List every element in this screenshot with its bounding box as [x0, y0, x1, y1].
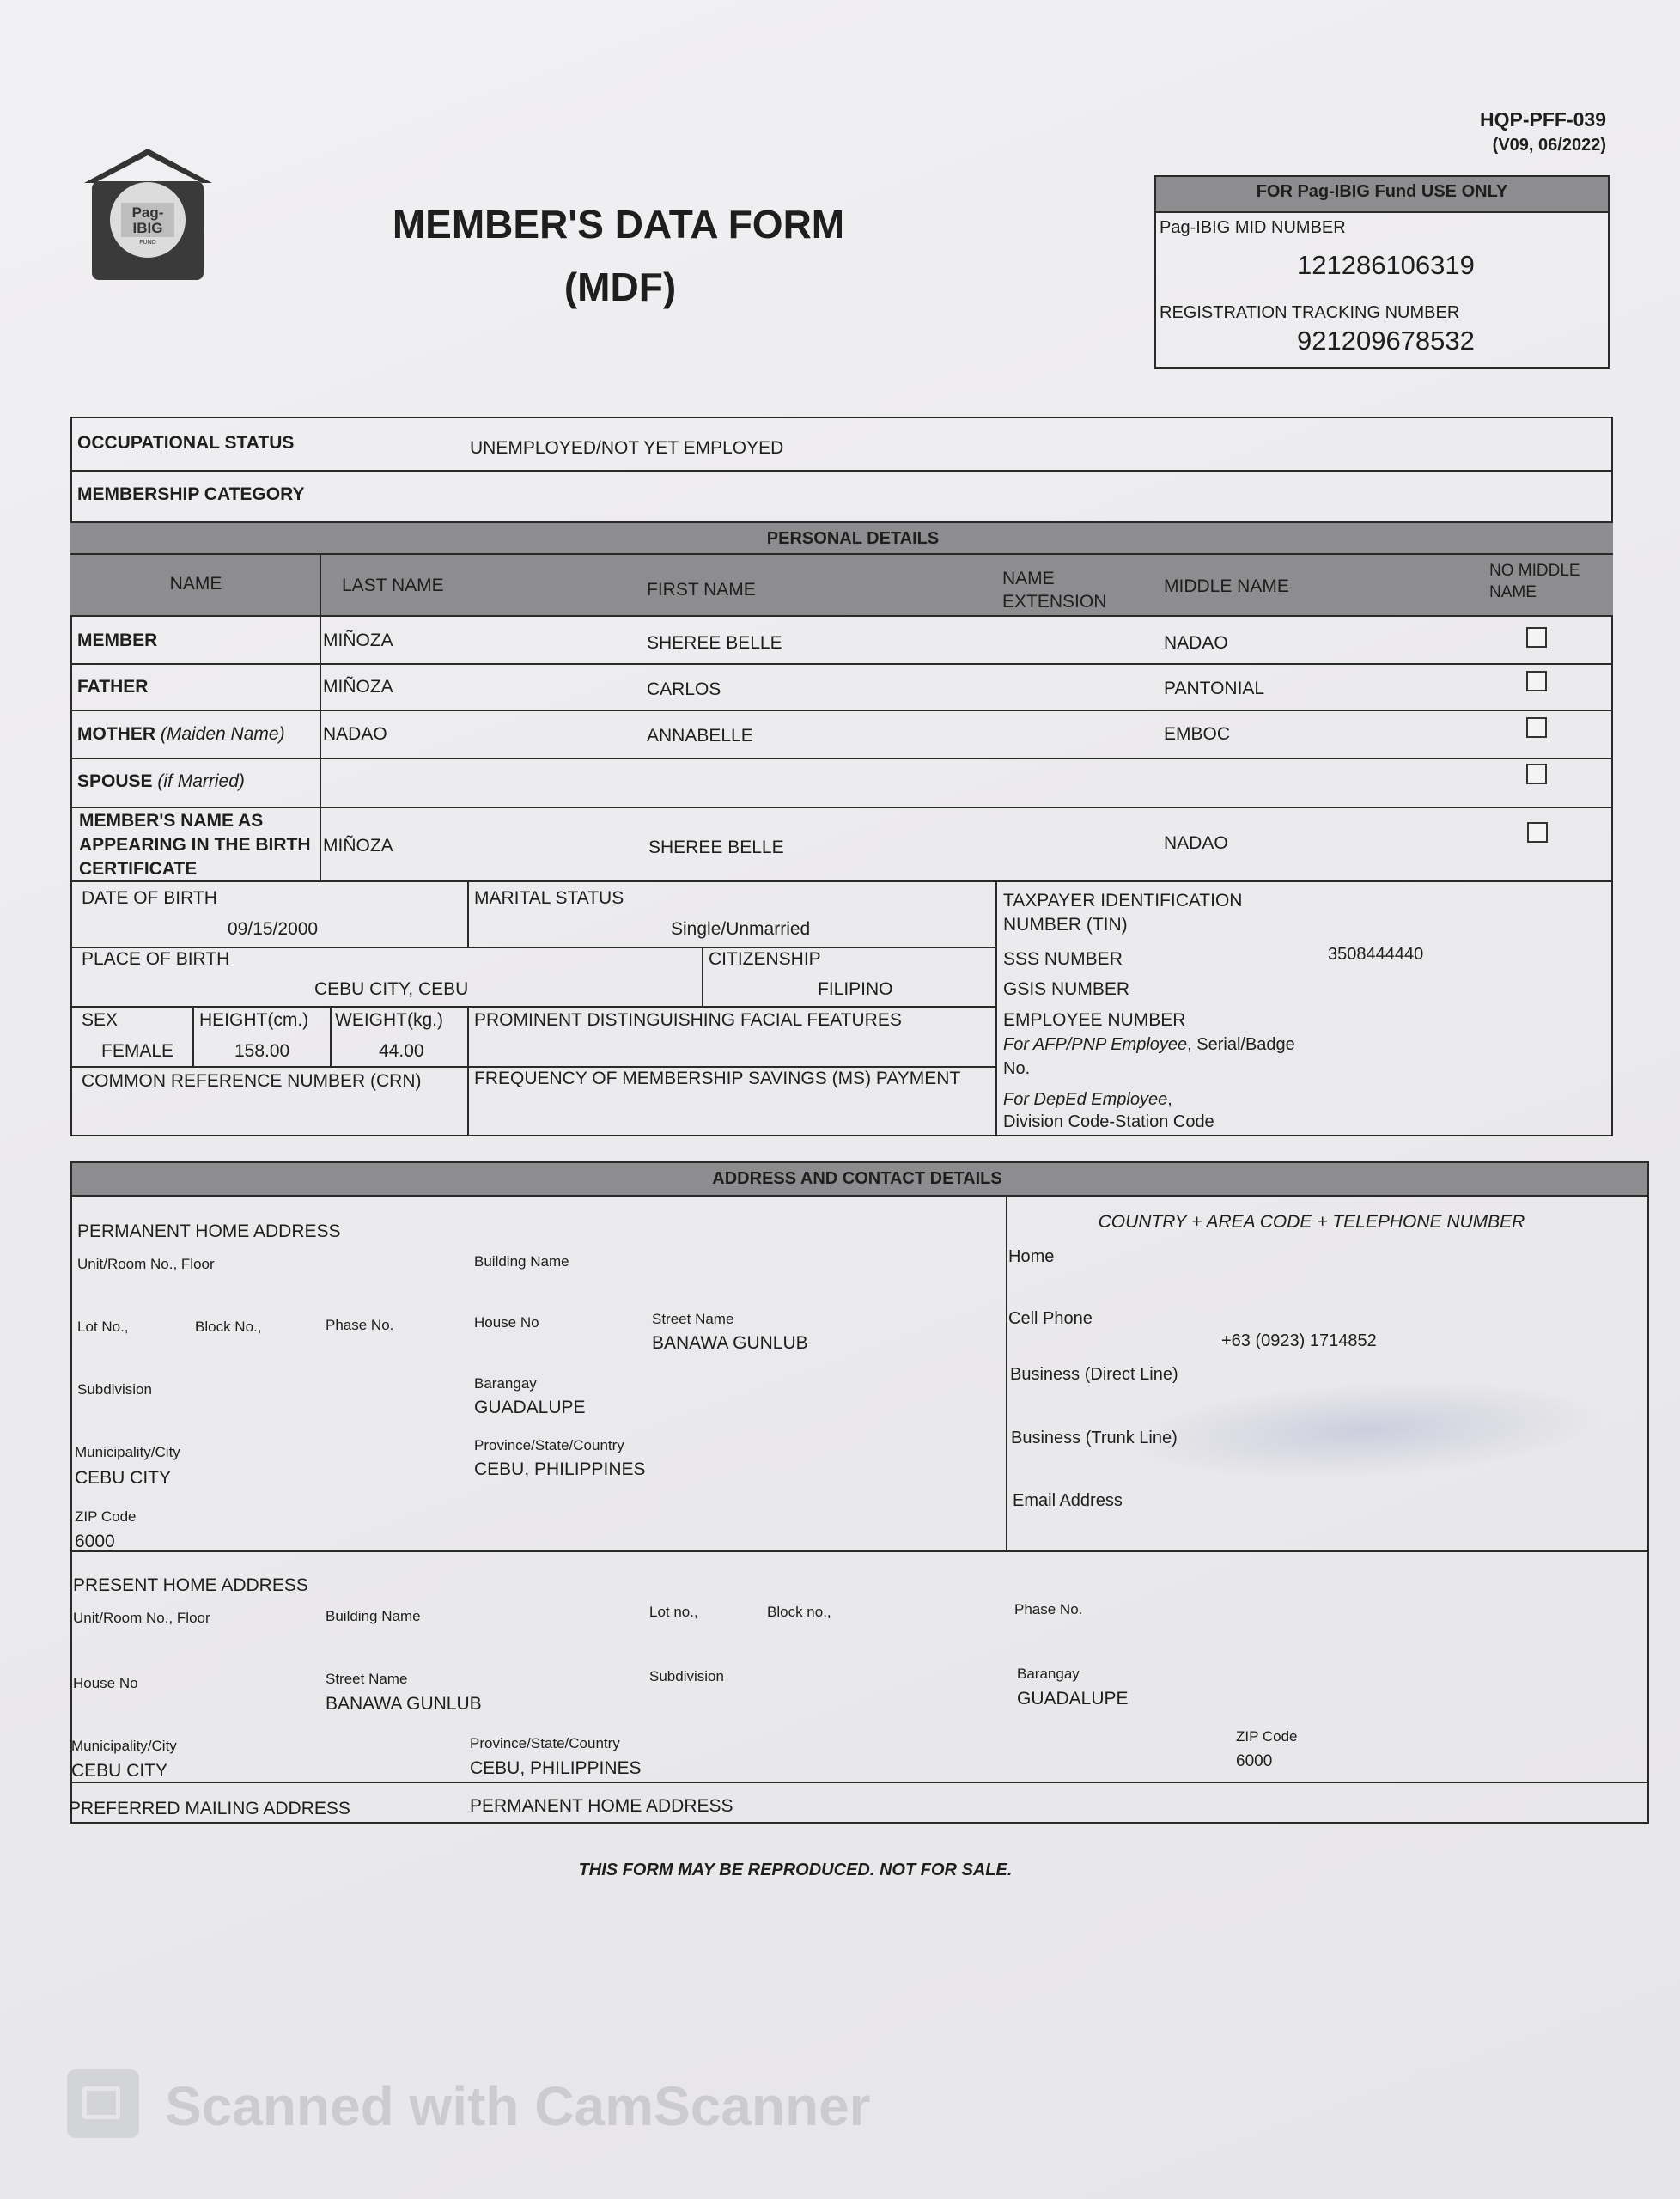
svg-text:FUND: FUND: [139, 240, 156, 246]
col-name-extension: NAME: [1002, 569, 1055, 588]
address-contact-title: ADDRESS AND CONTACT DETAILS: [712, 1169, 1002, 1188]
deped-italic: For DepEd Employee: [1003, 1090, 1168, 1109]
row-label-spouse-text: SPOUSE: [77, 771, 153, 791]
perm-building-label: Building Name: [474, 1253, 569, 1270]
member-no-middle-checkbox[interactable]: [1526, 627, 1547, 648]
col-no-middle-name-2: NAME: [1489, 583, 1537, 601]
svg-text:IBIG: IBIG: [132, 220, 163, 236]
row-label-mother-note: (Maiden Name): [160, 724, 285, 744]
row-label-father: FATHER: [77, 677, 149, 697]
reproduction-notice: THIS FORM MAY BE REPRODUCED. NOT FOR SALE.: [578, 1861, 1013, 1879]
perm-house-label: House No: [474, 1314, 539, 1331]
marital-status-label: MARITAL STATUS: [474, 888, 624, 908]
tin-label-2: NUMBER (TIN): [1003, 915, 1128, 935]
col-name-extension-2: EXTENSION: [1002, 592, 1107, 612]
mid-number-label: Pag-IBIG MID NUMBER: [1160, 218, 1346, 237]
pres-city-label: Municipality/City: [71, 1738, 177, 1754]
spouse-no-middle-checkbox[interactable]: [1526, 764, 1547, 784]
pob-label: PLACE OF BIRTH: [82, 949, 230, 969]
col-no-middle-name: NO MIDDLE: [1489, 562, 1580, 580]
citizenship-label: CITIZENSHIP: [709, 949, 821, 969]
afp-pnp-italic: For AFP/PNP Employee: [1003, 1035, 1188, 1054]
perm-province-value[interactable]: CEBU, PHILIPPINES: [474, 1459, 646, 1479]
pres-subdivision-label: Subdivision: [649, 1668, 724, 1684]
cell-phone-value[interactable]: +63 (0923) 1714852: [1221, 1331, 1377, 1350]
svg-text:Pag-: Pag-: [131, 204, 164, 221]
business-trunk-label: Business (Trunk Line): [1011, 1428, 1178, 1447]
afp-pnp-rest: , Serial/Badge: [1187, 1035, 1295, 1054]
crn-label: COMMON REFERENCE NUMBER (CRN): [82, 1071, 422, 1091]
form-title-abbrev: (MDF): [563, 265, 677, 309]
pob-value[interactable]: CEBU CITY, CEBU: [314, 979, 469, 999]
business-direct-label: Business (Direct Line): [1010, 1365, 1178, 1384]
gsis-label: GSIS NUMBER: [1003, 979, 1130, 999]
col-first-name: FIRST NAME: [647, 580, 756, 600]
perm-city-value[interactable]: CEBU CITY: [75, 1468, 172, 1488]
tin-label: TAXPAYER IDENTIFICATION: [1003, 891, 1243, 911]
afp-pnp-label: [1003, 1034, 1295, 1055]
pres-street-value[interactable]: BANAWA GUNLUB: [326, 1694, 482, 1714]
perm-phase-label: Phase No.: [326, 1317, 394, 1333]
rtn-label: REGISTRATION TRACKING NUMBER: [1160, 303, 1460, 322]
facial-features-label: PROMINENT DISTINGUISHING FACIAL FEATURES: [474, 1010, 902, 1030]
row-label-mother: [77, 723, 285, 745]
sss-value[interactable]: 3508444440: [1328, 945, 1424, 964]
form-version: (V09, 06/2022): [1492, 136, 1606, 155]
row-label-birth-cert-2: APPEARING IN THE BIRTH: [79, 835, 311, 855]
occupational-status-label: OCCUPATIONAL STATUS: [77, 433, 295, 453]
citizenship-value[interactable]: FILIPINO: [818, 979, 893, 999]
row-label-birth-cert-3: CERTIFICATE: [79, 859, 198, 879]
perm-city-label: Municipality/City: [75, 1444, 180, 1460]
mother-last-name[interactable]: NADAO: [323, 724, 387, 744]
deped-label: [1003, 1089, 1172, 1110]
pres-zip-label: ZIP Code: [1236, 1728, 1298, 1745]
height-value[interactable]: 158.00: [234, 1041, 290, 1061]
deped-comma: ,: [1167, 1090, 1172, 1109]
dob-value[interactable]: 09/15/2000: [228, 919, 319, 939]
member-last-name[interactable]: MIÑOZA: [323, 630, 393, 650]
fund-use-title: FOR Pag-IBIG Fund USE ONLY: [1256, 182, 1508, 201]
birth-cert-first-name[interactable]: SHEREE BELLE: [648, 838, 784, 857]
pres-lot-label: Lot no.,: [649, 1604, 698, 1620]
member-first-name[interactable]: SHEREE BELLE: [647, 633, 782, 653]
cell-phone-label: Cell Phone: [1008, 1309, 1093, 1328]
pres-barangay-value[interactable]: GUADALUPE: [1017, 1689, 1129, 1709]
permanent-address-title: PERMANENT HOME ADDRESS: [77, 1221, 341, 1241]
row-label-member: MEMBER: [77, 630, 158, 650]
present-address-title: PRESENT HOME ADDRESS: [73, 1575, 308, 1595]
camscanner-watermark: Scanned with CamScanner: [165, 2075, 871, 2137]
personal-details-title: PERSONAL DETAILS: [766, 529, 940, 548]
perm-barangay-label: Barangay: [474, 1375, 537, 1392]
father-no-middle-checkbox[interactable]: [1526, 671, 1547, 691]
mother-no-middle-checkbox[interactable]: [1526, 717, 1547, 738]
row-label-spouse: [77, 771, 245, 792]
row-label-birth-cert-1: MEMBER'S NAME AS: [79, 811, 264, 831]
perm-lot-label: Lot No.,: [77, 1319, 129, 1335]
birth-cert-last-name[interactable]: MIÑOZA: [323, 836, 393, 856]
perm-street-value[interactable]: BANAWA GUNLUB: [652, 1333, 808, 1353]
pag-ibig-logo: [82, 147, 215, 282]
sex-value[interactable]: FEMALE: [101, 1041, 174, 1061]
birth-cert-middle-name[interactable]: NADAO: [1164, 833, 1228, 853]
form-title: MEMBER'S DATA FORM: [392, 202, 845, 247]
pres-zip-value[interactable]: 6000: [1236, 1752, 1273, 1770]
employee-number-label: EMPLOYEE NUMBER: [1003, 1010, 1186, 1030]
weight-label: WEIGHT(kg.): [335, 1010, 443, 1030]
pres-province-value[interactable]: CEBU, PHILIPPINES: [470, 1758, 642, 1778]
preferred-mailing-label: PREFERRED MAILING ADDRESS: [69, 1799, 350, 1818]
frequency-label: FREQUENCY OF MEMBERSHIP SAVINGS (MS) PAYMENT: [474, 1069, 961, 1088]
home-phone-label: Home: [1008, 1247, 1055, 1266]
col-middle-name: MIDDLE NAME: [1164, 576, 1289, 596]
perm-barangay-value[interactable]: GUADALUPE: [474, 1398, 586, 1417]
pres-street-label: Street Name: [326, 1671, 408, 1687]
dob-label: DATE OF BIRTH: [82, 888, 217, 908]
perm-province-label: Province/State/Country: [474, 1437, 624, 1453]
deped-label-2: Division Code-Station Code: [1003, 1112, 1214, 1131]
pres-house-label: House No: [73, 1675, 138, 1691]
email-label: Email Address: [1013, 1491, 1123, 1510]
col-name: NAME: [169, 574, 222, 594]
col-last-name: LAST NAME: [342, 576, 444, 595]
pres-city-value[interactable]: CEBU CITY: [71, 1761, 168, 1781]
row-label-mother-text: MOTHER: [77, 724, 155, 744]
address-contact-table: [70, 1161, 1649, 1824]
pres-phase-label: Phase No.: [1014, 1601, 1083, 1617]
perm-unit-label: Unit/Room No., Floor: [77, 1256, 215, 1272]
marital-status-value[interactable]: Single/Unmarried: [671, 919, 811, 939]
afp-pnp-label-2: No.: [1003, 1059, 1031, 1078]
mother-middle-name[interactable]: EMBOC: [1164, 724, 1231, 744]
sss-label: SSS NUMBER: [1003, 949, 1123, 969]
form-code: HQP-PFF-039: [1480, 108, 1606, 131]
membership-category-label: MEMBERSHIP CATEGORY: [77, 484, 305, 504]
pres-unit-label: Unit/Room No., Floor: [73, 1610, 210, 1626]
sex-label: SEX: [82, 1010, 119, 1030]
perm-street-label: Street Name: [652, 1311, 734, 1327]
perm-zip-label: ZIP Code: [75, 1508, 137, 1525]
perm-subdivision-label: Subdivision: [77, 1381, 152, 1398]
father-last-name[interactable]: MIÑOZA: [323, 677, 393, 697]
father-first-name[interactable]: CARLOS: [647, 679, 721, 699]
pres-barangay-label: Barangay: [1017, 1666, 1080, 1682]
preferred-mailing-value[interactable]: PERMANENT HOME ADDRESS: [470, 1796, 733, 1816]
height-label: HEIGHT(cm.): [199, 1010, 309, 1030]
pres-province-label: Province/State/Country: [470, 1735, 620, 1751]
mid-number-value: 121286106319: [1297, 250, 1475, 280]
weight-value[interactable]: 44.00: [379, 1041, 424, 1061]
camscanner-icon: [67, 2069, 139, 2138]
pres-building-label: Building Name: [326, 1608, 421, 1624]
contact-title: COUNTRY + AREA CODE + TELEPHONE NUMBER: [1098, 1212, 1525, 1232]
pres-block-label: Block no.,: [767, 1604, 831, 1620]
perm-zip-value[interactable]: 6000: [75, 1532, 115, 1551]
mother-first-name[interactable]: ANNABELLE: [647, 726, 753, 746]
rtn-value: 921209678532: [1297, 326, 1475, 356]
occupational-status-value[interactable]: UNEMPLOYED/NOT YET EMPLOYED: [470, 438, 784, 458]
birth-cert-no-middle-checkbox[interactable]: [1527, 822, 1548, 843]
member-middle-name[interactable]: NADAO: [1164, 633, 1228, 653]
father-middle-name[interactable]: PANTONIAL: [1164, 679, 1265, 698]
perm-block-label: Block No.,: [195, 1319, 262, 1335]
row-label-spouse-note: (if Married): [157, 771, 245, 791]
